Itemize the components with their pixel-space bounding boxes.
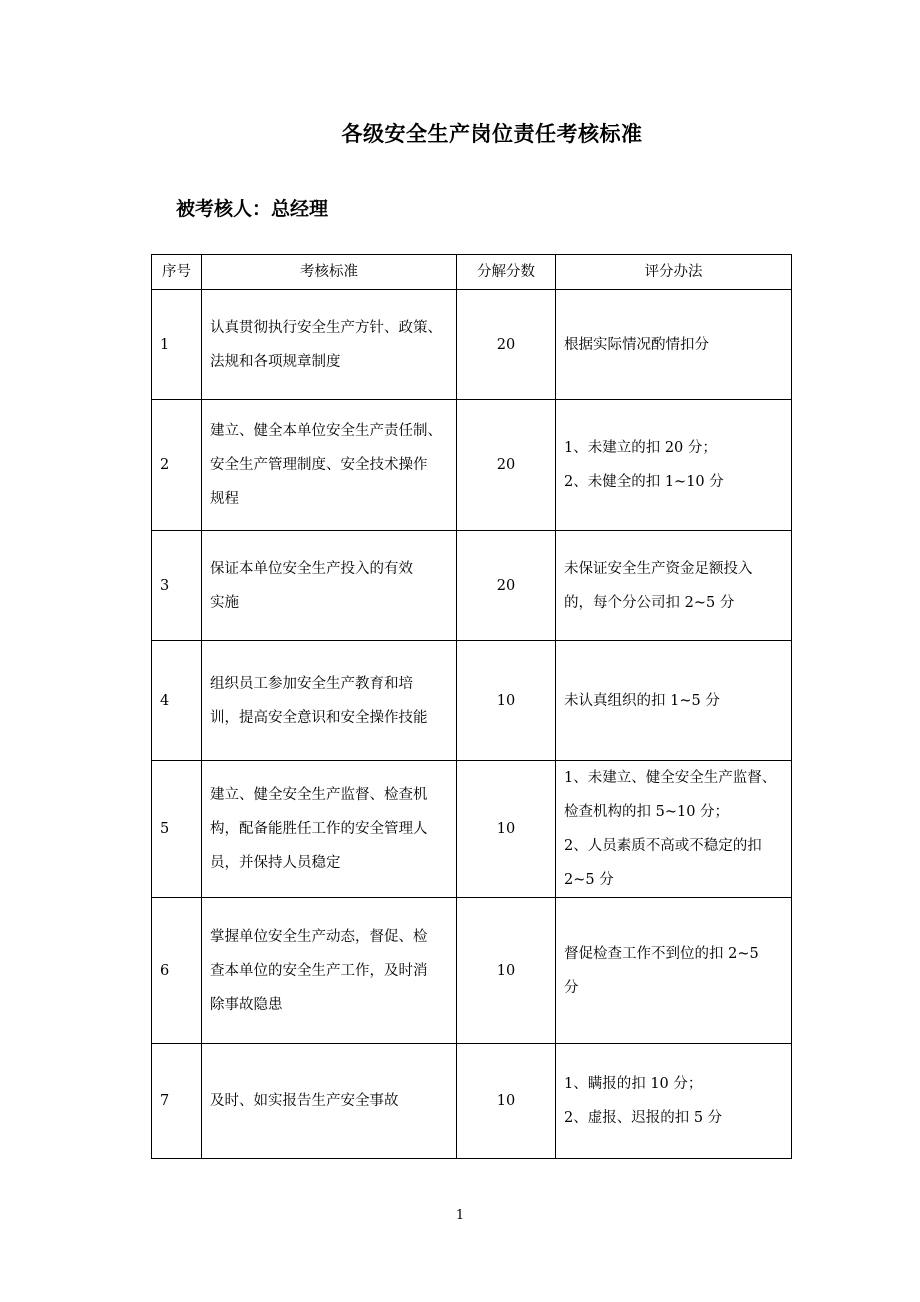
row-points: 10 [457, 761, 556, 898]
row-method [556, 898, 792, 1044]
standard-line: 训，提高安全意识和安全操作技能 [210, 709, 428, 726]
method-line: 督促检查工作不到位的扣 2~5 [564, 945, 759, 962]
standard-line: 除事故隐患 [210, 996, 283, 1013]
method-line: 的，每个分公司扣 2~5 分 [564, 594, 735, 611]
header-points: 分解分数 [457, 255, 556, 290]
standard-line: 建立、健全安全生产监督、检查机 [210, 787, 428, 803]
table-row [152, 290, 792, 400]
assessment-table [151, 254, 792, 1159]
document-title: 各级安全生产岗位责任考核标准 [341, 122, 643, 146]
assessee-label: 被考核人：总经理 [176, 198, 329, 220]
row-standard [202, 1044, 457, 1159]
table-row [152, 400, 792, 531]
row-number: 4 [152, 641, 202, 761]
row-points: 20 [457, 531, 556, 641]
method-line: 2、未健全的扣 1~10 分 [564, 474, 724, 490]
standard-line: 查本单位的安全生产工作，及时消 [210, 962, 428, 979]
table-header-row [152, 255, 792, 290]
standard-line: 法规和各项规章制度 [210, 353, 341, 370]
standard-line: 认真贯彻执行安全生产方针、政策、 [210, 319, 442, 336]
row-points: 10 [457, 641, 556, 761]
header-standard: 考核标准 [202, 255, 457, 290]
standard-line: 员，并保持人员稳定 [210, 855, 341, 871]
standard-line: 掌握单位安全生产动态，督促、检 [210, 928, 428, 945]
standard-line: 及时、如实报告生产安全事故 [210, 1093, 399, 1109]
row-points: 10 [457, 898, 556, 1044]
row-number: 2 [152, 400, 202, 531]
row-method [556, 1044, 792, 1159]
header-no: 序号 [152, 255, 202, 290]
table-row [152, 761, 792, 898]
table-row [152, 1044, 792, 1159]
row-points: 10 [457, 1044, 556, 1159]
row-method [556, 290, 792, 400]
method-line: 2、人员素质不高或不稳定的扣 [564, 838, 762, 854]
method-line: 2、虚报、迟报的扣 5 分 [564, 1110, 723, 1126]
row-method [556, 400, 792, 531]
method-line: 未保证安全生产资金足额投入 [564, 560, 753, 577]
row-standard [202, 531, 457, 641]
method-line: 检查机构的扣 5~10 分； [564, 804, 730, 820]
table-row [152, 641, 792, 761]
method-line: 根据实际情况酌情扣分 [564, 336, 709, 353]
standard-line: 实施 [210, 594, 239, 611]
row-standard [202, 641, 457, 761]
row-method [556, 531, 792, 641]
method-line: 1、瞒报的扣 10 分； [564, 1076, 703, 1092]
page-number: 1 [455, 1208, 465, 1223]
row-points: 20 [457, 400, 556, 531]
standard-line: 规程 [210, 491, 239, 507]
table-row [152, 531, 792, 641]
method-line: 1、未建立、健全安全生产监督、 [564, 770, 777, 786]
method-line: 分 [564, 979, 579, 996]
row-standard [202, 290, 457, 400]
method-line: 1、未建立的扣 20 分； [564, 440, 717, 456]
table-row [152, 898, 792, 1044]
method-line: 2~5 分 [564, 872, 614, 888]
row-standard [202, 898, 457, 1044]
standard-line: 保证本单位安全生产投入的有效 [210, 560, 413, 577]
row-method [556, 761, 792, 898]
standard-line: 安全生产管理制度、安全技术操作 [210, 457, 428, 473]
method-line: 未认真组织的扣 1~5 分 [564, 692, 720, 709]
row-number: 5 [152, 761, 202, 898]
row-points: 20 [457, 290, 556, 400]
row-number: 6 [152, 898, 202, 1044]
row-standard [202, 400, 457, 531]
header-method: 评分办法 [556, 255, 792, 290]
standard-line: 组织员工参加安全生产教育和培 [210, 675, 413, 692]
row-number: 1 [152, 290, 202, 400]
standard-line: 构，配备能胜任工作的安全管理人 [210, 821, 428, 837]
row-method [556, 641, 792, 761]
row-number: 3 [152, 531, 202, 641]
standard-line: 建立、健全本单位安全生产责任制、 [210, 423, 442, 439]
row-standard [202, 761, 457, 898]
row-number: 7 [152, 1044, 202, 1159]
